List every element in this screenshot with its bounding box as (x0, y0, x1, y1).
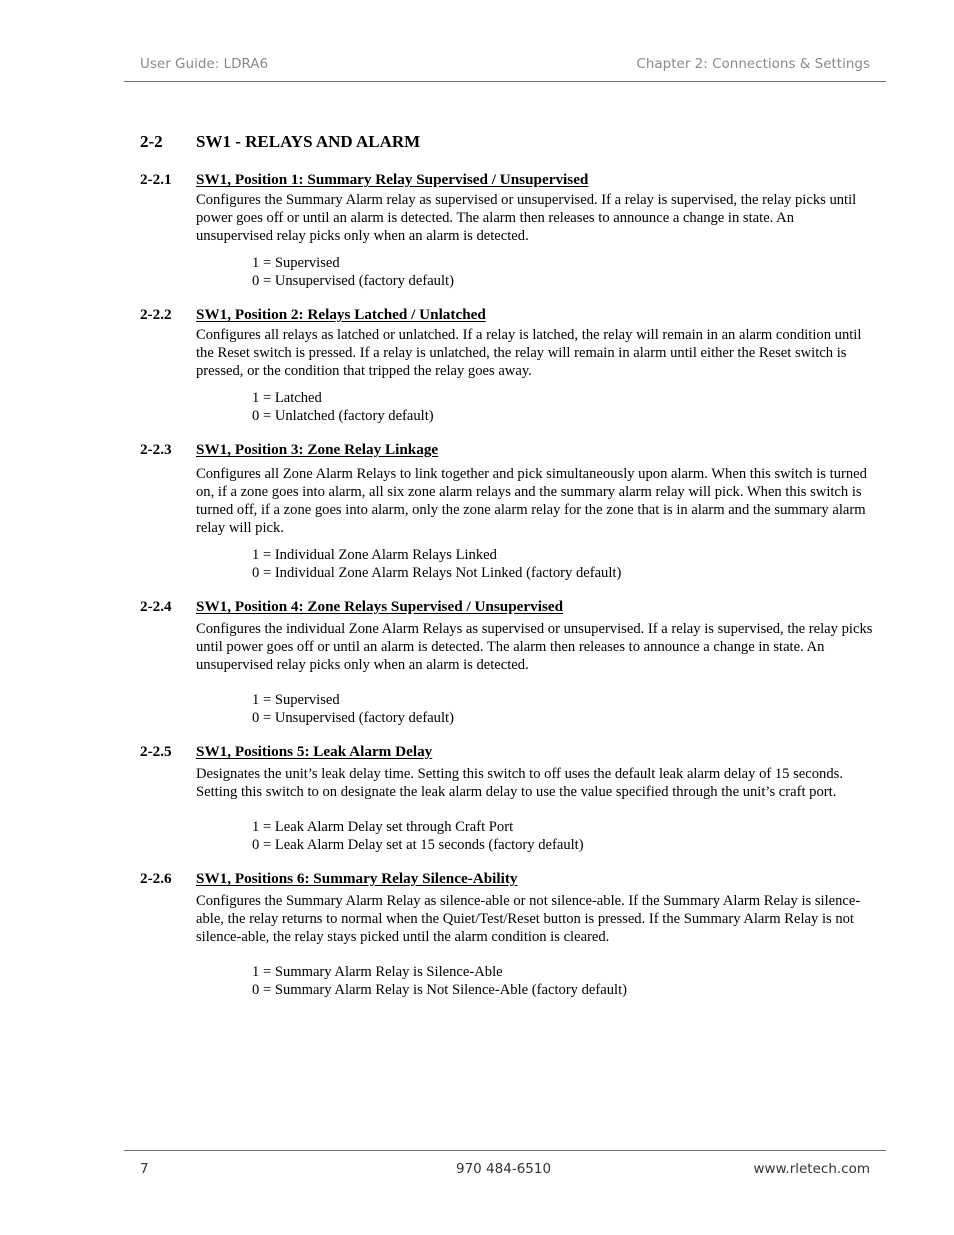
subsection-title: SW1, Position 4: Zone Relays Supervised / Unsupervised (196, 598, 564, 615)
subsection-2-2-3 (140, 441, 880, 582)
header-chapter-title: Chapter 2: Connections & Settings (636, 56, 870, 72)
subsection-number: 2-2.3 (140, 441, 172, 458)
option-item: 0 = Individual Zone Alarm Relays Not Linked (factory default) (252, 564, 622, 581)
subsection-2-2-1 (140, 171, 880, 290)
subsection-description: Designates the unit’s leak delay time. Setting this switch to off uses the default leak alarm delay of 15 seconds. Setting this switch to on designate the leak alarm delay to use the value specified through the unit’s craft port. (196, 766, 843, 800)
subsection-description: Configures all Zone Alarm Relays to link together and pick simultaneously upon alarm. When this switch is turned on, if a zone goes into alarm, all six zone alarm relays and the summary alarm relay will pick. When this switch is turned off, if a zone goes into alarm, only the zone alarm relay for the zone that is in alarm and the summary alarm relay will pick. (196, 466, 867, 536)
subsection-number: 2-2.2 (140, 306, 172, 323)
option-item: 1 = Latched (252, 390, 322, 406)
subsection-heading (140, 306, 880, 324)
option-item: 1 = Summary Alarm Relay is Silence-Able (252, 964, 503, 980)
header-guide-title: User Guide: LDRA6 (140, 56, 269, 72)
subsection-2-2-5 (140, 743, 880, 854)
footer-divider (124, 1150, 886, 1151)
page-body (140, 132, 880, 1015)
section-heading (140, 132, 880, 152)
option-list (252, 692, 880, 727)
option-item: 1 = Leak Alarm Delay set through Craft Port (252, 819, 514, 835)
section-number: 2-2 (140, 132, 163, 151)
subsection-heading (140, 598, 880, 616)
subsection-2-2-2 (140, 306, 880, 425)
subsection-description: Configures the Summary Alarm Relay as silence-able or not silence-able. If the Summary Alarm Relay is silence-able, the relay returns to normal when the Quiet/Test/Reset button is pressed. If the Summary Alarm Relay is not silence-able, the relay stays picked until the alarm condition is cleared. (196, 893, 861, 945)
subsection-description: Configures all relays as latched or unlatched. If a relay is latched, the relay will remain in an alarm condition until the Reset switch is pressed. If a relay is unlatched, the relay will remain in alarm until either the Reset switch is pressed, or the condition that tripped the relay goes away. (196, 327, 862, 379)
subsection-2-2-6 (140, 870, 880, 999)
option-list (252, 547, 880, 582)
subsection-description: Configures the Summary Alarm relay as supervised or unsupervised. If a relay is supervised, the relay picks until power goes off or until an alarm is detected. The alarm then releases to announce a change in state. An unsupervised relay picks only when an alarm is detected. (196, 192, 857, 244)
header-divider (124, 81, 886, 82)
option-list (252, 819, 880, 854)
section-title: SW1 - RELAYS AND ALARM (196, 132, 421, 151)
option-list (252, 390, 880, 425)
option-item: 0 = Summary Alarm Relay is Not Silence-Able (factory default) (252, 981, 627, 998)
option-list (252, 964, 880, 999)
subsection-title: SW1, Positions 6: Summary Relay Silence-Ability (196, 870, 518, 887)
subsection-title: SW1, Position 2: Relays Latched / Unlatched (196, 306, 486, 323)
option-item: 0 = Unlatched (factory default) (252, 407, 434, 424)
subsection-heading (140, 870, 880, 888)
footer-website: www.rletech.com (753, 1161, 870, 1177)
subsection-title: SW1, Positions 5: Leak Alarm Delay (196, 743, 433, 760)
option-item: 0 = Unsupervised (factory default) (252, 272, 454, 289)
footer-phone: 970 484-6510 (456, 1161, 552, 1177)
subsection-heading (140, 441, 880, 459)
subsection-title: SW1, Position 1: Summary Relay Supervised / Unsupervised (196, 171, 589, 188)
subsection-number: 2-2.5 (140, 743, 172, 760)
option-item: 0 = Unsupervised (factory default) (252, 709, 454, 726)
subsection-heading (140, 171, 880, 189)
option-item: 1 = Individual Zone Alarm Relays Linked (252, 547, 497, 563)
subsection-number: 2-2.6 (140, 870, 172, 887)
option-item: 1 = Supervised (252, 255, 340, 271)
subsection-2-2-4 (140, 598, 880, 727)
subsection-heading (140, 743, 880, 761)
subsection-description: Configures the individual Zone Alarm Relays as supervised or unsupervised. If a relay is supervised, the relay picks until power goes off or until an alarm is detected. The alarm then releases to announce a change in state. An unsupervised relay picks only when an alarm is detected. (196, 621, 873, 673)
subsection-title: SW1, Position 3: Zone Relay Linkage (196, 441, 439, 458)
subsection-number: 2-2.4 (140, 598, 172, 615)
option-list (252, 255, 880, 290)
option-item: 1 = Supervised (252, 692, 340, 708)
subsection-number: 2-2.1 (140, 171, 172, 188)
page-number: 7 (140, 1161, 149, 1177)
option-item: 0 = Leak Alarm Delay set at 15 seconds (factory default) (252, 836, 584, 853)
